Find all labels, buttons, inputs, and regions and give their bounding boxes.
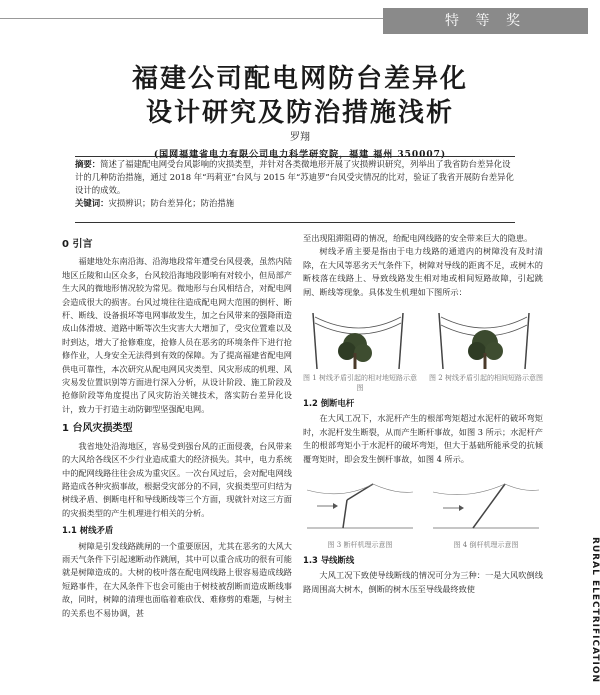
title-line1: 福建公司配电网防台差异化 xyxy=(131,64,468,94)
section-1-3-heading: 1.3 导线断线 xyxy=(303,555,355,566)
section-1-paragraph: 我省地处沿海地区，容易受到强台风的正面侵袭，台风带来的大风给各线区不少行业造成重大的经济损失。其中，电力系统中的配网线路往往会成为重灾区。一次台风过后，会对配电网线路造成各种灾损事故，根据受灾部分的不同，灾损类型可归结为树线矛盾、倒断电杆和导线断线等三个方面，现就针对这三方面的灾损类型的产生机理进行相关的分析。 xyxy=(62,440,292,518)
side-label-text: RURAL ELECTRIFICATION xyxy=(590,536,600,684)
figure-2 xyxy=(429,303,543,393)
abstract-text: 简述了福建配电网受台风影响的灾损类型，并针对各类微地形开展了灾损辨识研究，列举出了我省防台差异化设计的几种防治措施，通过 2018 年“玛莉亚”台风与 2015 年“苏迪罗”台风受灾情况的比对，验证了我省开展防台差异化设计的成效。 xyxy=(75,159,514,195)
title-line2: 设计研究及防治措施浅析 xyxy=(145,98,454,128)
journal-side-label xyxy=(582,536,600,685)
section-1-3-paragraph: 大风工况下致使导线断线的情况可分为三种：一是大风吹倒线路周围高大树木，倒断的树木压至导线最终致使 xyxy=(303,570,543,594)
continued-paragraph: 至出现阻滞阻碍的情况，给配电网线路的安全带来巨大的隐患。 xyxy=(303,233,533,243)
section-intro-heading: 0 引言 xyxy=(62,239,93,250)
affiliation: (国网福建省电力有限公司电力科学研究院，福建 福州 350007) xyxy=(153,150,447,160)
tree-conflict-paragraph: 树线矛盾主要是指由于电力线路的通道内的树障没有及时清除，在大风等恶劣天气条件下，树障对导线的距离不足，或树木的断枝落在线路上、导致线路发生相对地或相间短路故障，引起跳闸、断线等现象。具体发生机理如下图所示： xyxy=(303,246,543,297)
section-1-1-heading: 1.1 树线矛盾 xyxy=(62,525,114,536)
section-1-1-paragraph: 树障是引发线路跳闸的一个重要原因，尤其在恶劣的大风大雨天气条件下引起速断动作跳闸，其中可以重合成功的很有可能就是树障造成的。大树的枝叶落在配电网线路上很容易造成线路短路事件，在大风条件下也会可能由于树枝被刮断而造成断线事故，同时，树障的清理也面临着难砍伐、难修剪的难题，与树主的关系也不易协调，甚 xyxy=(62,540,292,618)
award-banner xyxy=(0,8,600,34)
figure-2-caption: 图 2 树线矛盾引起的相间短路示意图 xyxy=(429,374,543,383)
right-column xyxy=(303,232,543,596)
intro-paragraph: 福建地处东南沿海、沿海地段常年遭受台风侵袭，虽然内陆地区丘陵和山区众多，台风较沿海地段影响有对较小，但局部产生大风的微地形情况较为常见。微地形与台风相结合，对配电网会造成很大的损害。台风过境往往造成配电网大范围的倒杆、断杆、断线、设备损坏等电网事故发生，加之台风带来的强降雨造成山体滑坡、道路中断等次生灾害大大增加了，受灾位置难以及时到达，增大了抢修难度，抢修人员在恶劣的环境条件下进行抢修作业，人身安全无法得到有效的保障。为了提高福建省配电网供电可靠性，本次研究从配电网风灾类型、风灾形成的机理、风灾易发位置识别等方面进行深入分析，从设计阶段、施工阶段及抢修阶段等角度提出了风灾防治关键技术，落实防台差异化设计，致力于打造主动防御型坚强配电网。 xyxy=(62,256,292,414)
section-1-2-paragraph: 在大风工况下，水泥杆产生的根部弯矩超过水泥杆的破坏弯矩时，水泥杆发生断裂，从而产生断杆事故，如图 3 所示；水泥杆产生的根部弯矩小于水泥杆的破坏弯矩，但大于基础所能承受的抗倾覆弯矩时，即会发生倒杆事故，如图 4 所示。 xyxy=(303,413,543,464)
figure-4 xyxy=(429,470,543,550)
banner-rule xyxy=(0,18,390,33)
figure-3-image xyxy=(303,470,417,540)
section-1-2-heading: 1.2 倒断电杆 xyxy=(303,398,355,409)
abstract xyxy=(75,158,515,210)
keywords-text: 灾损辨识；防台差异化；防治措施 xyxy=(108,198,235,208)
abstract-top-rule xyxy=(75,156,515,157)
figure-1 xyxy=(303,303,417,393)
figure-4-caption: 图 4 倒杆机理示意图 xyxy=(453,541,519,550)
abstract-bottom-rule xyxy=(75,222,515,223)
figure-3-caption: 图 3 断杆机理示意图 xyxy=(327,541,393,550)
keywords-label: 关键词： xyxy=(75,198,109,208)
abstract-label: 摘要： xyxy=(75,159,101,169)
figure-3 xyxy=(303,470,417,550)
figure-1-caption: 图 1 树线矛盾引起的相对地短路示意图 xyxy=(303,374,417,393)
figure-1-image xyxy=(303,303,417,373)
section-1-heading: 1 台风灾损类型 xyxy=(62,423,133,435)
figure-row-2 xyxy=(303,470,543,550)
award-tag: 特 等 奖 xyxy=(383,8,588,34)
figure-2-image xyxy=(429,303,543,373)
figure-row-1 xyxy=(303,303,543,393)
author: 罗翔 xyxy=(290,132,310,143)
figure-4-image xyxy=(429,470,543,540)
left-column xyxy=(62,232,292,620)
